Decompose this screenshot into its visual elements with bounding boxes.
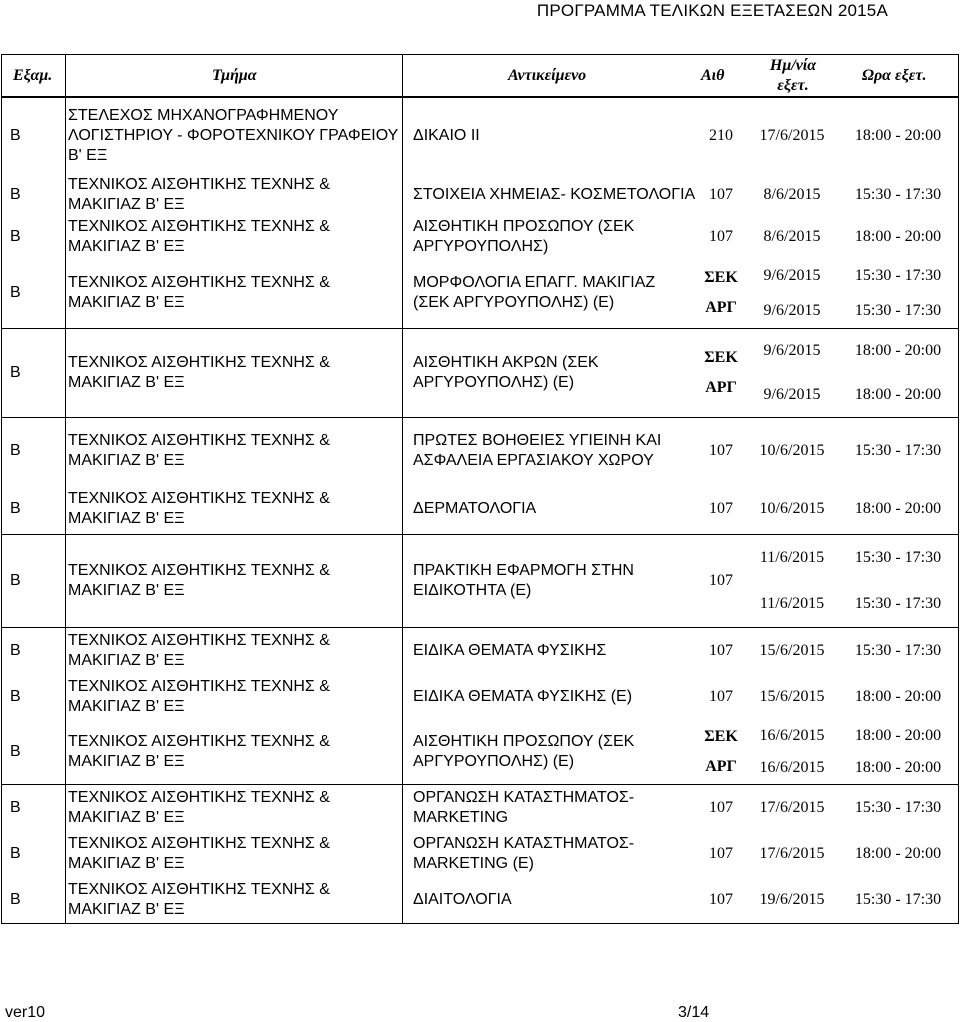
footer-page-number: 3/14: [678, 1004, 710, 1021]
cell-exam: Β: [10, 572, 21, 589]
cell-exam: Β: [10, 743, 21, 760]
cell-room: 107: [709, 642, 733, 659]
table-row: [2, 628, 958, 674]
header-exam: Εξαμ.: [13, 67, 53, 84]
cell-subject: ΟΡΓΑΝΩΣΗ ΚΑΤΑΣΤΗΜΑΤΟΣ- MARKETING (Ε): [413, 835, 635, 872]
cell-room: 107: [709, 845, 733, 862]
cell-time: 15:30 - 17:30: [854, 799, 942, 816]
cell-time: 18:00 - 20:00: [854, 688, 942, 705]
cell-date-split: [747, 329, 837, 417]
cell-dept: ΤΕΧΝΙΚΟΣ ΑΙΣΘΗΤΙΚΗΣ ΤΕΧΝΗΣ & ΜΑΚΙΓΙΑΖ Β' ΕΞ: [68, 218, 330, 255]
row-group: [2, 98, 958, 329]
header-date: Ημ/νία εξετ.: [769, 57, 817, 94]
cell-exam: Β: [10, 364, 21, 381]
time-line-1: 18:00 - 20:00: [854, 727, 942, 744]
cell-room: 107: [709, 500, 733, 517]
cell-subject: ΑΙΣΘΗΤΙΚΗ ΑΚΡΩΝ (ΣΕΚ ΑΡΓΥΡΟΥΠΟΛΗΣ) (Ε): [413, 354, 599, 391]
cell-date: 8/6/2015: [763, 186, 821, 203]
cell-room-split: [700, 720, 742, 784]
cell-dept: ΤΕΧΝΙΚΟΣ ΑΙΣΘΗΤΙΚΗΣ ΤΕΧΝΗΣ & ΜΑΚΙΓΙΑΖ Β' ΕΞ: [68, 562, 330, 599]
row-group: [2, 785, 958, 923]
table-row: [2, 674, 958, 720]
row-group: [2, 418, 958, 535]
cell-room: 210: [709, 127, 733, 144]
cell-date: 17/6/2015: [759, 127, 825, 144]
date-line-2: 9/6/2015: [763, 386, 821, 403]
cell-time: 15:30 - 17:30: [854, 186, 942, 203]
cell-time: 18:00 - 20:00: [854, 500, 942, 517]
cell-time: 18:00 - 20:00: [854, 845, 942, 862]
document-title: ΠΡΟΓΡΑΜΜΑ ΤΕΛΙΚΩΝ ΕΞΕΤΑΣΕΩΝ 2015Α: [536, 1, 888, 20]
cell-subject: ΠΡΑΚΤΙΚΗ ΕΦΑΡΜΟΓΗ ΣΤΗΝ ΕΙΔΙΚΟΤΗΤΑ (Ε): [413, 562, 634, 599]
cell-exam: Β: [10, 799, 21, 816]
cell-dept: ΤΕΧΝΙΚΟΣ ΑΙΣΘΗΤΙΚΗΣ ΤΕΧΝΗΣ & ΜΑΚΙΓΙΑΖ Β' ΕΞ: [68, 733, 330, 770]
header-room: Αιθ: [701, 67, 725, 84]
cell-room: 107: [709, 688, 733, 705]
cell-date-split: [747, 720, 837, 784]
cell-subject: ΣΤΟΙΧΕΙΑ ΧΗΜΕΙΑΣ- ΚΟΣΜΕΤΟΛΟΓΙΑ: [413, 186, 696, 203]
room-part-2: ΑΡΓ: [705, 758, 737, 775]
cell-room: 107: [709, 228, 733, 245]
date-line-2: 9/6/2015: [763, 301, 821, 319]
cell-dept: ΤΕΧΝΙΚΟΣ ΑΙΣΘΗΤΙΚΗΣ ΤΕΧΝΗΣ & ΜΑΚΙΓΙΑΖ Β' ΕΞ: [68, 432, 330, 469]
cell-subject: ΕΙΔΙΚΑ ΘΕΜΑΤΑ ΦΥΣΙΚΗΣ: [413, 642, 607, 659]
cell-dept: ΤΕΧΝΙΚΟΣ ΑΙΣΘΗΤΙΚΗΣ ΤΕΧΝΗΣ & ΜΑΚΙΓΙΑΖ Β' ΕΞ: [68, 176, 330, 213]
cell-date: 10/6/2015: [759, 500, 825, 517]
header-time: Ωρα εξετ.: [862, 67, 927, 84]
table-row: [2, 484, 958, 534]
cell-time-split: [837, 720, 959, 784]
cell-exam: Β: [10, 228, 21, 245]
table-row: [2, 418, 958, 484]
room-part-1: ΣΕΚ: [704, 349, 738, 366]
cell-time-split: [837, 258, 959, 328]
row-group: [2, 628, 958, 785]
cell-subject: ΑΙΣΘΗΤΙΚΗ ΠΡΟΣΩΠΟΥ (ΣΕΚ ΑΡΓΥΡΟΥΠΟΛΗΣ) (Ε): [413, 733, 635, 770]
table-row: [2, 174, 958, 216]
cell-subject: ΑΙΣΘΗΤΙΚΗ ΠΡΟΣΩΠΟΥ (ΣΕΚ ΑΡΓΥΡΟΥΠΟΛΗΣ): [413, 218, 635, 255]
cell-subject: ΔΕΡΜΑΤΟΛΟΓΙΑ: [413, 500, 537, 517]
cell-subject: ΠΡΩΤΕΣ ΒΟΗΘΕΙΕΣ ΥΓΙΕΙΝΗ ΚΑΙ ΑΣΦΑΛΕΙΑ ΕΡΓΑΣΙΑΚΟΥ ΧΩΡΟΥ: [413, 432, 662, 469]
cell-exam: Β: [10, 127, 21, 144]
cell-date: 15/6/2015: [759, 688, 825, 705]
cell-dept: ΤΕΧΝΙΚΟΣ ΑΙΣΘΗΤΙΚΗΣ ΤΕΧΝΗΣ & ΜΑΚΙΓΙΑΖ Β' ΕΞ: [68, 490, 330, 527]
cell-time-split: [837, 329, 959, 417]
cell-room: 107: [709, 799, 733, 816]
cell-time: 15:30 - 17:30: [854, 442, 942, 459]
room-part-1: ΣΕΚ: [704, 728, 738, 745]
cell-date: 15/6/2015: [759, 642, 825, 659]
cell-date: 17/6/2015: [759, 799, 825, 816]
cell-time: 15:30 - 17:30: [854, 891, 942, 908]
table-row: [2, 785, 958, 831]
row-group: [2, 329, 958, 418]
cell-room-split: [700, 329, 742, 417]
header-dept: Τμήμα: [212, 67, 257, 84]
table-row: [2, 216, 958, 258]
cell-room: 107: [709, 442, 733, 459]
cell-time: 18:00 - 20:00: [854, 127, 942, 144]
table-row: [2, 535, 958, 627]
time-line-2: 15:30 - 17:30: [854, 595, 942, 612]
cell-date: 17/6/2015: [759, 845, 825, 862]
time-line-1: 15:30 - 17:30: [854, 266, 942, 284]
cell-time: 18:00 - 20:00: [854, 228, 942, 245]
header-subject: Αντικείμενο: [508, 67, 587, 84]
table-row: [2, 720, 958, 784]
date-line-1: 16/6/2015: [759, 727, 825, 744]
table-row: [2, 831, 958, 877]
cell-dept: ΤΕΧΝΙΚΟΣ ΑΙΣΘΗΤΙΚΗΣ ΤΕΧΝΗΣ & ΜΑΚΙΓΙΑΖ Β' ΕΞ: [68, 881, 330, 918]
cell-room-split: [700, 258, 742, 328]
time-line-2: 15:30 - 17:30: [854, 301, 942, 319]
cell-dept: ΤΕΧΝΙΚΟΣ ΑΙΣΘΗΤΙΚΗΣ ΤΕΧΝΗΣ & ΜΑΚΙΓΙΑΖ Β' ΕΞ: [68, 678, 330, 715]
table-row: [2, 98, 958, 174]
cell-dept: ΤΕΧΝΙΚΟΣ ΑΙΣΘΗΤΙΚΗΣ ΤΕΧΝΗΣ & ΜΑΚΙΓΙΑΖ Β' ΕΞ: [68, 632, 330, 669]
cell-exam: Β: [10, 642, 21, 659]
cell-dept: ΤΕΧΝΙΚΟΣ ΑΙΣΘΗΤΙΚΗΣ ΤΕΧΝΗΣ & ΜΑΚΙΓΙΑΖ Β' ΕΞ: [68, 354, 330, 391]
date-line-1: 11/6/2015: [759, 549, 825, 566]
date-line-1: 9/6/2015: [763, 342, 821, 359]
room-part-1: ΣΕΚ: [704, 269, 738, 286]
cell-time: 15:30 - 17:30: [854, 642, 942, 659]
cell-exam: Β: [10, 284, 21, 301]
cell-dept: ΤΕΧΝΙΚΟΣ ΑΙΣΘΗΤΙΚΗΣ ΤΕΧΝΗΣ & ΜΑΚΙΓΙΑΖ Β' ΕΞ: [68, 789, 330, 826]
cell-time-split: [837, 535, 959, 627]
cell-subject: ΔΙΑΙΤΟΛΟΓΙΑ: [413, 891, 512, 908]
cell-room: 107: [709, 572, 733, 589]
table-header-row: [2, 55, 958, 98]
table-row: [2, 258, 958, 328]
cell-exam: Β: [10, 442, 21, 459]
date-line-2: 16/6/2015: [759, 759, 825, 776]
cell-subject: ΔΙΚΑΙΟ ΙΙ: [413, 127, 480, 144]
cell-room: 107: [709, 186, 733, 203]
cell-date: 10/6/2015: [759, 442, 825, 459]
row-group: [2, 535, 958, 628]
time-line-2: 18:00 - 20:00: [854, 386, 942, 403]
time-line-2: 18:00 - 20:00: [854, 759, 942, 776]
cell-dept: ΣΤΕΛΕΧΟΣ ΜΗΧΑΝΟΓΡΑΦΗΜΕΝΟΥ ΛΟΓΙΣΤΗΡΙΟΥ - ΦΟΡΟΤΕΧΝΙΚΟΥ ΓΡΑΦΕΙΟΥ Β' ΕΞ: [68, 107, 399, 164]
exam-schedule-table: [1, 54, 959, 924]
time-line-1: 15:30 - 17:30: [854, 549, 942, 566]
cell-dept: ΤΕΧΝΙΚΟΣ ΑΙΣΘΗΤΙΚΗΣ ΤΕΧΝΗΣ & ΜΑΚΙΓΙΑΖ Β' ΕΞ: [68, 835, 330, 872]
cell-subject: ΕΙΔΙΚΑ ΘΕΜΑΤΑ ΦΥΣΙΚΗΣ (Ε): [413, 688, 633, 705]
cell-room: 107: [709, 891, 733, 908]
cell-exam: Β: [10, 845, 21, 862]
cell-dept: ΤΕΧΝΙΚΟΣ ΑΙΣΘΗΤΙΚΗΣ ΤΕΧΝΗΣ & ΜΑΚΙΓΙΑΖ Β' ΕΞ: [68, 274, 330, 311]
room-part-2: ΑΡΓ: [705, 299, 737, 316]
cell-exam: Β: [10, 688, 21, 705]
cell-date-split: [747, 258, 837, 328]
time-line-1: 18:00 - 20:00: [854, 342, 942, 359]
cell-date: 8/6/2015: [763, 228, 821, 245]
table-row: [2, 877, 958, 923]
date-line-1: 9/6/2015: [763, 266, 821, 284]
footer-version: ver10: [5, 1004, 46, 1021]
cell-exam: Β: [10, 500, 21, 517]
cell-subject: ΜΟΡΦΟΛΟΓΙΑ ΕΠΑΓΓ. ΜΑΚΙΓΙΑΖ (ΣΕΚ ΑΡΓΥΡΟΥΠΟΛΗΣ) (Ε): [413, 274, 656, 311]
table-row: [2, 329, 958, 417]
cell-exam: Β: [10, 186, 21, 203]
cell-date: 19/6/2015: [759, 891, 825, 908]
date-line-2: 11/6/2015: [759, 595, 825, 612]
cell-subject: ΟΡΓΑΝΩΣΗ ΚΑΤΑΣΤΗΜΑΤΟΣ- MARKETING: [413, 789, 635, 826]
cell-exam: Β: [10, 891, 21, 908]
room-part-2: ΑΡΓ: [705, 379, 737, 396]
cell-date-split: [747, 535, 837, 627]
